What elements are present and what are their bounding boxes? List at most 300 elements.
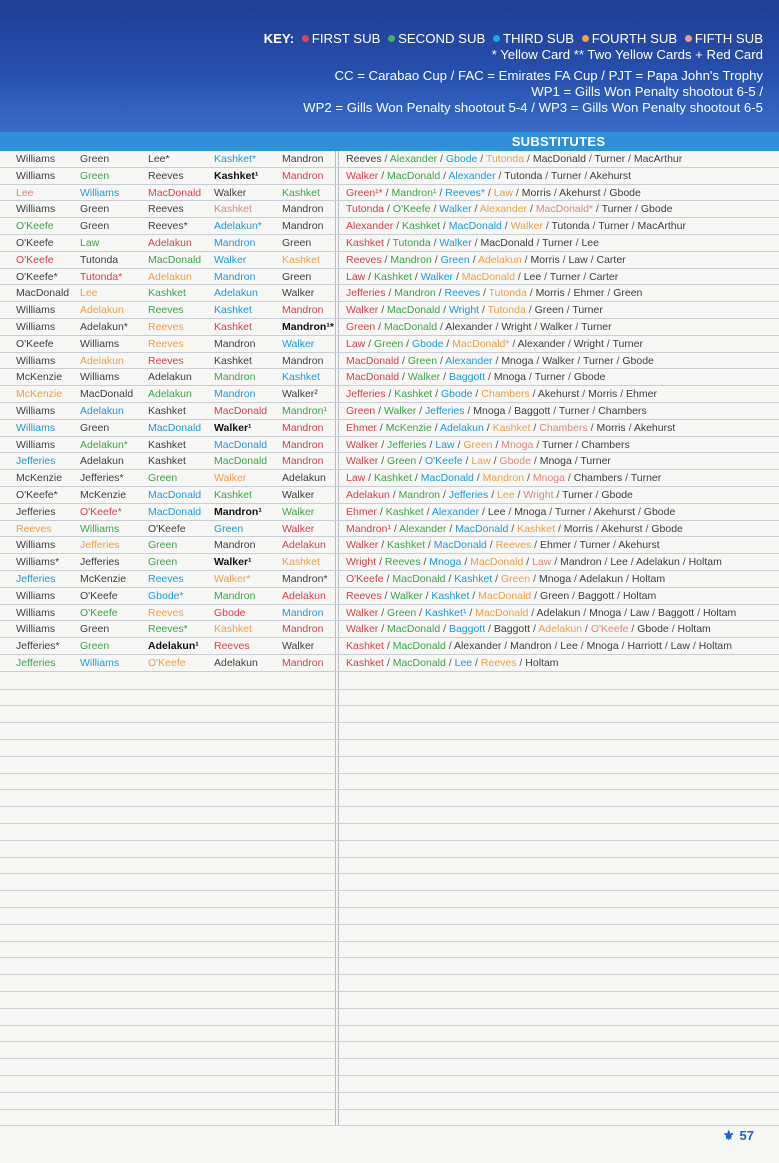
separator: / [480,287,489,300]
separator: / [530,573,539,585]
player-cell: Williams [16,606,56,619]
substitute-name: Green¹* [346,186,383,199]
separator: / [533,354,543,367]
substitute-name: Turner [580,455,611,468]
separator: / [514,489,524,501]
substitute-name: Turner [612,337,643,350]
separator: / [668,623,678,636]
player-cell: Lee [80,287,98,300]
ruled-line [0,773,779,774]
substitute-name: Kashket [346,640,384,653]
substitute-name: Mandron [394,287,436,300]
substitute-name: Holtam [631,573,666,585]
player-cell: Walker [282,287,315,300]
substitute-name: Alexander [479,203,528,216]
ruled-line [0,1008,779,1009]
separator: / [440,623,449,636]
player-cell: Jefferies [16,505,56,518]
substitute-name: Turner [579,539,611,552]
separator: / [376,556,385,569]
separator: / [426,438,436,451]
substitute-name: Tutonda [346,203,385,216]
table-row [0,655,779,672]
ruled-line [0,907,779,908]
ruled-line [0,1041,779,1042]
player-cell: Mandron [214,539,256,552]
substitute-name: Adelakun [346,489,390,501]
player-cell: Gbode* [148,589,184,602]
separator: / [437,321,446,333]
player-cell: O'Keefe [80,589,118,602]
substitute-name: MacDonald* [452,337,510,350]
substitute-name: Tutonda [551,220,590,233]
separator: / [533,237,543,249]
substitute-name: Reeves [346,153,382,165]
separator: / [542,169,551,182]
substitute-name: Alexander [448,169,496,182]
substitute-name: Ehmer [573,287,605,300]
substitute-name: Turner [558,405,590,417]
ruled-line [0,789,779,790]
separator: / [577,640,587,653]
player-cell: Williams [16,354,56,367]
substitute-name: Holtam [677,623,711,636]
table-row [0,235,779,252]
fifth-sub-dot-icon [685,35,692,42]
key-fourth-sub: FOURTH SUB [591,31,678,46]
player-cell: Walker¹ [214,421,252,434]
substitute-name: Kashket [385,505,424,518]
separator: / [383,640,393,653]
player-cell: Kashket [214,354,252,367]
player-cell: Mandron [282,623,324,636]
substitute-name: Walker [383,405,417,417]
separator: / [485,623,494,636]
player-cell: Kashket [214,304,252,317]
player-cell: MacDonald [148,505,202,518]
player-cell: Mandron [282,421,324,434]
substitute-name: Reeves [495,539,532,552]
substitute-name: Gbode [622,354,654,367]
player-cell: Williams [80,657,120,669]
substitute-name: Gbode [573,371,606,384]
ruled-line [0,974,779,975]
separator: / [572,321,582,333]
separator: / [635,505,644,518]
player-cell: Adelakun¹ [148,640,199,653]
separator: / [440,169,449,182]
separator: / [642,522,652,535]
substitute-name: Baggott [448,371,486,384]
page-number-text: 57 [739,1128,754,1143]
substitutes-cell [346,488,776,502]
player-cell: Mandron [282,153,324,165]
player-cell: Williams [16,169,56,182]
substitute-name: Reeves [346,253,382,266]
substitute-name: Alexander [454,640,502,653]
table-row [0,302,779,319]
separator: / [531,539,541,552]
player-cell: McKenzie [80,573,127,585]
substitute-name: Wright [573,337,604,350]
substitute-name: Lee [497,489,515,501]
player-cell: Adelakun [80,405,124,417]
substitute-name: Mnoga [514,505,547,518]
player-cell: Mandron* [282,573,328,585]
separator: / [572,438,582,451]
substitute-name: Walker [407,371,441,384]
table-row [0,621,779,638]
substitute-name: O'Keefe [590,623,629,636]
key-third-sub: THIRD SUB [502,31,575,46]
substitute-name: Chambers [598,405,647,417]
player-cell: Walker [214,472,247,485]
separator: / [570,539,580,552]
substitute-name: Tutonda [488,287,527,300]
substitute-name: Green [540,589,570,602]
separator: / [466,606,476,619]
player-cell: Reeves [148,337,184,350]
substitute-name: Kashket¹ [425,606,467,619]
substitute-name: MacDonald [475,606,529,619]
separator: / [505,505,515,518]
player-cell: Williams [16,304,56,317]
player-cell: Williams [16,203,56,216]
substitute-name: Walker [346,623,379,636]
separator: / [614,589,623,602]
separator: / [501,640,511,653]
substitute-name: Wright [523,489,554,501]
substitute-name: Holtam [622,589,657,602]
player-cell: Kashket [214,623,252,636]
substitute-name: MacDonald [532,153,586,165]
player-cell: MacDonald [148,253,202,266]
separator: / [490,455,500,468]
separator: / [628,220,638,233]
separator: / [589,405,599,417]
substitute-name: Baggott [514,405,551,417]
substitute-name: Kashket [374,472,412,485]
separator: / [440,371,449,384]
separator: / [462,455,472,468]
separator: / [464,405,474,417]
substitute-name: Ehmer [346,421,377,434]
separator: / [551,640,561,653]
substitute-name: Chambers [539,421,588,434]
substitute-name: Kashket [374,270,412,283]
key-wp1: WP1 = Gills Won Penalty shootout 6-5 / [531,84,763,99]
substitute-name: Akehurst [618,539,660,552]
separator: / [610,539,619,552]
player-cell: Jefferies [16,455,56,468]
separator: / [411,472,421,485]
substitute-name: Chambers [481,388,530,401]
substitute-name: Gbode [411,337,444,350]
substitutes-cell [346,270,776,284]
substitutes-cell [346,169,776,183]
substitute-name: Gbode [640,203,673,216]
player-cell: Green [80,220,110,233]
key-fifth-sub: FIFTH SUB [694,31,763,46]
player-cell: Reeves* [148,220,188,233]
separator: / [649,606,658,619]
ruled-line [0,991,779,992]
substitute-name: Turner [601,203,633,216]
separator: / [440,220,449,233]
table-row [0,369,779,386]
player-cell: Williams [80,522,120,535]
separator: / [416,455,425,468]
separator: / [378,606,388,619]
player-cell: Adelakun* [80,438,128,451]
separator: / [569,589,578,602]
substitute-name: Lee [454,657,473,669]
player-cell: Williams [80,186,120,199]
separator: / [472,657,481,669]
separator: / [435,287,445,300]
player-cell: Mandron¹ [214,505,262,518]
player-cell: Kashket [282,371,320,384]
player-cell: Mandron [282,606,324,619]
substitutes-cell [346,505,776,519]
table-row [0,437,779,454]
player-cell: Kashket [214,203,252,216]
ruled-line [0,957,779,958]
player-cell: Reeves [148,606,184,619]
ruled-line [0,1025,779,1026]
separator: / [604,287,614,300]
substitute-name: MacDonald [387,623,441,636]
separator: / [582,623,591,636]
substitute-name: MacDonald [383,321,438,333]
separator: / [592,489,602,501]
third-sub-dot-icon [493,35,500,42]
player-cell: Williams [80,337,120,350]
separator: / [384,203,393,216]
player-cell: Williams [16,589,56,602]
substitutes-cell [346,387,776,401]
player-cell: Walker [214,186,247,199]
separator: / [524,472,533,485]
ruled-line [0,1075,779,1076]
substitute-name: Mandron [390,253,432,266]
player-cell: Williams [16,153,56,165]
player-cell: Walker [282,640,315,653]
separator: / [454,438,464,451]
separator: / [411,270,421,283]
substitutes-cell [346,555,776,569]
player-cell: Green [282,237,312,249]
player-cell: MacDonald [148,186,202,199]
substitute-name: Akehurst [601,522,643,535]
key-competitions: CC = Carabao Cup / FAC = Emirates FA Cup / PJT = Papa John's Trophy [334,68,763,83]
separator: / [437,153,446,165]
separator: / [492,354,502,367]
substitute-name: Lee [523,270,542,283]
substitute-name: Mnoga [538,573,572,585]
substitute-name: Kashket [517,522,556,535]
separator: / [431,421,440,434]
separator: / [689,640,699,653]
separator: / [524,153,533,165]
substitute-name: Mnoga [532,472,565,485]
substitute-name: Jefferies [346,388,386,401]
page-number [723,1127,759,1144]
substitute-name: Jefferies [425,405,465,417]
player-cell: Walker² [282,388,318,401]
table-row [0,420,779,437]
substitute-name: Law [568,253,588,266]
substitute-name: Walker [439,237,472,249]
separator: / [531,589,541,602]
separator: / [622,472,631,485]
substitute-name: Holtam [698,640,732,653]
player-cell: Walker [282,505,315,518]
player-cell: Lee [16,186,34,199]
player-cell: MacDonald [80,388,134,401]
gills-crest-icon: ⚜ [722,1128,735,1143]
separator: / [587,253,597,266]
ruled-line [0,890,779,891]
player-cell: MacDonald [214,405,268,417]
substitute-name: Baggott [577,589,615,602]
table-row [0,571,779,588]
player-cell: Adelakun [282,589,326,602]
separator: / [525,304,535,317]
substitute-name: Tutonda [485,153,525,165]
separator: / [483,421,493,434]
player-cell: Green [80,169,110,182]
substitute-name: Holtam [525,657,559,669]
separator: / [385,388,395,401]
separator: / [443,337,453,350]
separator: / [432,388,441,401]
separator: / [559,253,569,266]
key-wp2-wp3: WP2 = Gills Won Penalty shootout 5-4 / WP3 = Gills Won Penalty shootout 6-5 [303,100,763,115]
separator: / [530,421,540,434]
table-row [0,487,779,504]
separator: / [564,287,574,300]
substitute-name: Ehmer [540,539,571,552]
separator: / [551,556,561,569]
table-row [0,319,779,336]
player-cell: Adelakun [80,354,124,367]
substitute-name: Reeves [346,589,382,602]
substitute-name: Baggott [448,623,486,636]
separator: / [492,438,502,451]
separator: / [625,421,634,434]
separator: / [479,304,488,317]
substitute-name: Akehurst [589,169,632,182]
player-cell: Kashket [148,455,186,468]
separator: / [505,405,515,417]
separator: / [579,388,589,401]
separator: / [378,455,388,468]
substitute-name: Mandron [560,556,602,569]
separator: / [618,640,628,653]
player-cell: Adelakun [214,657,258,669]
ruled-line [0,806,779,807]
separator: / [632,203,641,216]
substitute-name: Mnoga [589,606,622,619]
player-cell: Mandron [214,337,256,350]
substitute-name: Alexander [431,505,480,518]
separator: / [613,354,623,367]
table-row [0,285,779,302]
substitute-name: Kashket [492,421,531,434]
substitute-name: MacDonald [387,304,441,317]
player-cell: Green [80,203,110,216]
separator: / [472,388,482,401]
player-cell: Tutonda [80,253,119,266]
substitute-name: Mnoga [429,556,462,569]
substitute-name: Jefferies [387,438,427,451]
table-row [0,151,779,168]
substitute-name: Walker [346,606,379,619]
substitute-name: Law [670,640,690,653]
separator: / [603,337,613,350]
separator: / [625,153,634,165]
player-cell: Green [148,472,178,485]
substitute-name: Law [532,556,552,569]
player-cell: Williams [16,405,56,417]
substitute-name: Morris [596,421,626,434]
substitute-name: Gbode [609,186,641,199]
substitutes-cell [346,471,776,485]
substitutes-cell [346,404,776,418]
separator: / [381,253,391,266]
substitute-name: Adelakun [477,253,522,266]
substitute-name: Reeves [384,556,421,569]
substitute-name: Adelakun [536,606,581,619]
table-row [0,638,779,655]
substitute-name: Gbode [601,489,633,501]
separator: / [430,237,440,249]
substitute-name: Alexander [399,522,447,535]
player-cell: Kashket [148,405,186,417]
substitute-name: Walker [346,455,379,468]
substitutes-cell [346,337,776,351]
substitute-name: MacDonald [392,640,446,653]
player-cell: Williams* [16,556,60,569]
separator: / [440,489,449,501]
separator: / [509,337,518,350]
key-cards: * Yellow Card ** Two Yellow Cards + Red Card [491,47,763,62]
separator: / [393,220,403,233]
separator: / [445,657,455,669]
substitute-name: Walker [390,589,423,602]
substitute-name: Turner [554,505,586,518]
ruled-line [0,756,779,757]
player-cell: O'Keefe [80,606,118,619]
ruled-line [0,705,779,706]
player-cell: Green [148,556,178,569]
separator: / [621,606,630,619]
player-cell: Adelakun [148,388,192,401]
player-cell: Adelakun [80,304,124,317]
substitute-name: Mandron¹ [346,522,391,535]
separator: / [378,169,388,182]
player-cell: Green [80,640,110,653]
player-cell: Walker [214,253,247,266]
player-cell: Mandron [282,203,324,216]
separator: / [383,657,393,669]
substitutes-cell [346,354,776,368]
separator: / [572,237,582,249]
separator: / [530,623,539,636]
substitute-name: Walker [346,304,379,317]
substitute-name: Wright [448,304,480,317]
